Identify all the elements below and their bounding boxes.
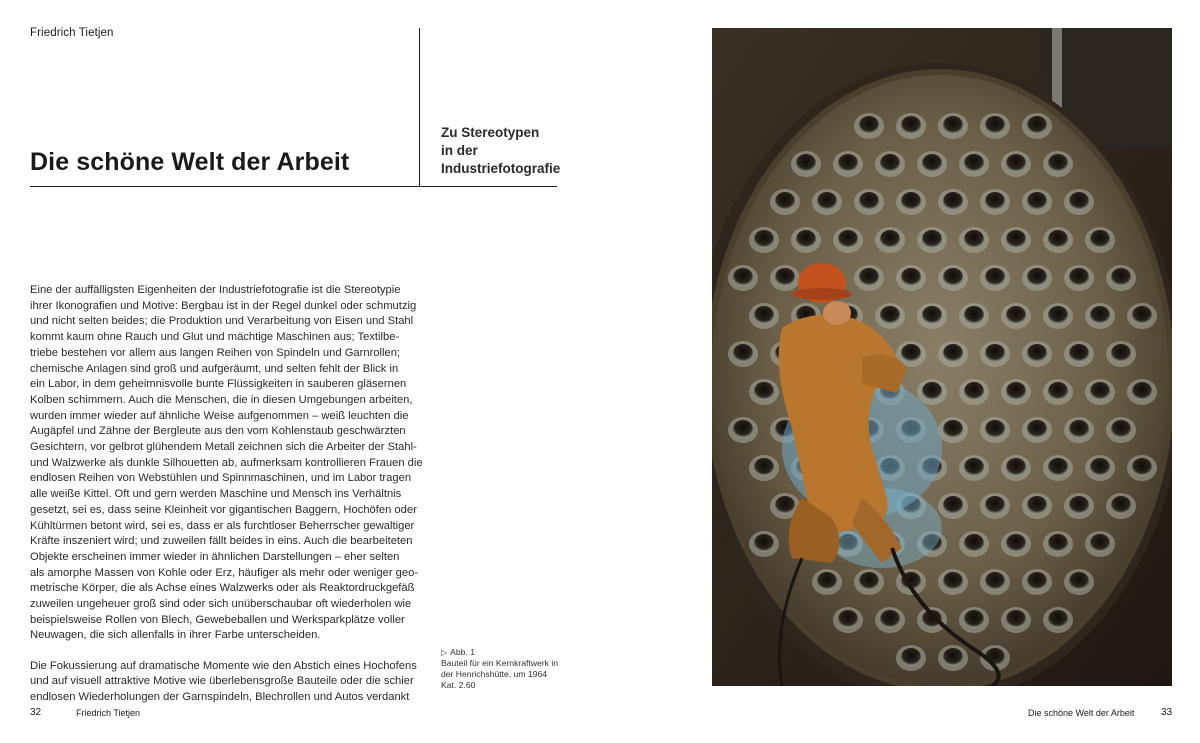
plate-hole [943,420,963,438]
plate-hole [1048,610,1068,628]
plate-hole [922,382,942,400]
plate-hole [1048,230,1068,248]
figure-caption [441,647,558,691]
plate-hole [985,344,1005,362]
hard-hat-brim [792,288,852,300]
subtitle-line: in der [441,143,478,158]
plate-hole [1006,154,1026,172]
body-line: gesetzt, sei es, dass seine Kleinheit vor gigantischen Baggern, Hochöfen oder [30,503,417,516]
body-line: alle weiße Kittel. Oft und gern werden Maschine und Mensch ins Verhältnis [30,488,402,501]
plate-hole [880,306,900,324]
plate-hole [1027,420,1047,438]
body-line: triebe bestehen vor allem aus langen Reihen von Spindeln und Garnrollen; [30,346,401,359]
plate-hole [1111,268,1131,286]
plate-hole [985,420,1005,438]
body-line: ein Labor, in dem geheimnisvolle bunte Flüssigkeiten in sauberen gläsernen [30,378,407,391]
plate-hole [943,648,963,666]
body-text [30,283,422,706]
plate-hole [817,572,837,590]
plate-hole [754,382,774,400]
plate-hole [922,306,942,324]
caption-line: der Henrichshütte, um 1964 [441,669,548,679]
plate-hole [1048,534,1068,552]
plate-hole [1090,230,1110,248]
plate-hole [1111,496,1131,514]
plate-hole [838,230,858,248]
plate-hole [1006,230,1026,248]
plate-hole [1132,382,1152,400]
plate-hole [754,230,774,248]
plate-hole [754,306,774,324]
plate-hole [733,268,753,286]
plate-hole [1069,572,1089,590]
caption-line: Kat. 2.60 [441,680,476,690]
plate-hole [859,192,879,210]
plate-hole [901,268,921,286]
plate-hole [754,458,774,476]
body-line: metrische Körper, die als Achse eines Walzwerks oder als Reaktordruckgefäß [30,582,415,595]
subtitle-line: Zu Stereotypen [441,125,540,140]
subtitle-line: Industriefotografie [441,161,561,176]
reactor-component-photo [712,28,1172,686]
plate-hole [1111,420,1131,438]
plate-hole [922,230,942,248]
plate-hole [1048,382,1068,400]
body-line: kommt kaum ohne Rauch und Glut und mächtige Maschinen aus; Textilbe- [30,331,400,344]
plate-hole [733,420,753,438]
page-number-left: 32 [30,707,42,718]
body-line: und Walzwerke als dunkle Silhouetten ab, aufmerksam kontrollieren Frauen die [30,456,423,469]
caption-label: Abb. 1 [450,647,476,657]
plate-hole [733,344,753,362]
vertical-rule [419,28,420,187]
caption-marker-icon: ▷ [441,648,448,657]
plate-hole [922,154,942,172]
plate-hole [985,572,1005,590]
body-line: Kühltürmen betont wird, sei es, dass er als furchtloser Beherrscher gewaltiger [30,519,415,532]
plate-hole [1069,496,1089,514]
plate-hole [1027,496,1047,514]
body-line: Gesichtern, vor gelbrot glühendem Metall zeichnen sich die Arbeiter der Stahl- [30,441,417,454]
plate-hole [880,230,900,248]
plate-hole [796,230,816,248]
plate-hole [775,268,795,286]
plate-hole [859,116,879,134]
body-line: Neuwagen, die sich allenfalls in ihrer Farbe unterscheiden. [30,629,321,642]
plate-hole [1006,306,1026,324]
paragraph-2 [30,659,422,706]
plate-hole [1069,420,1089,438]
body-line: chemische Anlagen sind groß und aufgeräumt, und selten fehlt der Blick in [30,362,399,375]
plate-hole [1069,268,1089,286]
plate-hole [1111,344,1131,362]
plate-hole [901,192,921,210]
plate-hole [943,572,963,590]
plate-hole [1006,382,1026,400]
plate-hole [775,496,795,514]
plate-hole [943,192,963,210]
plate-hole [964,534,984,552]
body-line: endlosen Reihen von Webstühlen und Spinnmaschinen, und im Labor tragen [30,472,412,485]
paragraph-1 [30,283,422,644]
running-head-right: Die schöne Welt der Arbeit [1028,708,1135,718]
plate-hole [1090,534,1110,552]
plate-hole [838,154,858,172]
body-line: Die Fokussierung auf dramatische Momente wie den Abstich eines Hochofens [30,659,417,672]
plate-hole [1048,458,1068,476]
plate-hole [943,268,963,286]
plate-hole [1069,192,1089,210]
plate-hole [943,116,963,134]
plate-hole [985,192,1005,210]
worker-face [823,301,851,325]
plate-hole [985,496,1005,514]
plate-hole [1048,306,1068,324]
body-line: ihrer Ikonografien und Motive: Bergbau ist in der Regel dunkel oder schmutzig [30,299,417,312]
plate-hole [796,154,816,172]
body-line: beispielsweise Rollen von Blech, Gewebeballen und Werksparkplätze voller [30,613,405,626]
running-head-left: Friedrich Tietjen [76,708,141,718]
plate-hole [964,230,984,248]
plate-hole [1090,382,1110,400]
plate-hole [880,610,900,628]
plate-hole [880,154,900,172]
plate-hole [1027,192,1047,210]
horizontal-rule [30,186,557,187]
plate-hole [985,268,1005,286]
plate-hole [901,344,921,362]
plate-hole [859,268,879,286]
body-line: zuweilen ungeheuer groß sind oder sich unüberschaubar oft wiederholen wie [30,598,412,611]
body-line: Eine der auffälligsten Eigenheiten der Industriefotografie ist die Stereotypie [30,284,401,296]
body-line: und nicht selten beides; die Produktion und Verarbeitung von Eisen und Stahl [30,315,414,328]
plate-hole [964,382,984,400]
running-author-top: Friedrich Tietjen [30,27,114,39]
plate-hole [1006,610,1026,628]
plate-hole [964,306,984,324]
plate-hole [754,534,774,552]
plate-hole [901,648,921,666]
plate-hole [964,458,984,476]
plate-hole [1090,458,1110,476]
body-line: Objekte erscheinen immer wieder in ähnlichen Darstellungen – eher selten [30,550,400,563]
plate-hole [1090,306,1110,324]
figure-photo [712,28,1172,686]
plate-hole [817,192,837,210]
plate-hole [943,344,963,362]
plate-hole [838,610,858,628]
plate-hole [859,572,879,590]
chapter-title: Die schöne Welt der Arbeit [30,148,350,176]
plate-hole [1027,344,1047,362]
plate-hole [964,154,984,172]
plate-hole [901,116,921,134]
plate-hole [985,116,1005,134]
body-line: Augäpfel und Zähne der Bergleute aus den vom Kohlenstaub geschwärzten [30,425,406,438]
body-line: endlosen Wiederholungen der Garnspindeln, Blechrollen und Autos verdankt [30,691,410,704]
body-line: als amorphe Massen von Kohle oder Erz, häufiger als mehr oder weniger geo- [30,566,419,579]
plate-hole [943,496,963,514]
plate-hole [1069,344,1089,362]
plate-hole [1006,458,1026,476]
body-line: Kräfte inszeniert wird; und zuweilen fällt beides in eins. Auch die bearbeiteten [30,535,413,548]
page-number-right: 33 [1161,707,1173,718]
plate-hole [1027,268,1047,286]
body-line: wurden immer wieder auf ähnliche Weise aufgenommen – weiß leuchten die [30,409,409,422]
plate-hole [1027,116,1047,134]
plate-hole [1048,154,1068,172]
plate-hole [775,192,795,210]
caption-line: Bauteil für ein Kernkraftwerk in [441,658,559,668]
plate-hole [1006,534,1026,552]
plate-hole [1027,572,1047,590]
body-line: und auf visuell attraktive Motive wie überlebensgroße Bauteile oder die schier [30,675,414,688]
chapter-subtitle [441,124,560,178]
body-line: Kolben schimmern. Auch die Menschen, die in diesen Umgebungen arbeiten, [30,393,413,406]
plate-hole [1132,458,1152,476]
plate-hole [1132,306,1152,324]
plate-hole [964,610,984,628]
